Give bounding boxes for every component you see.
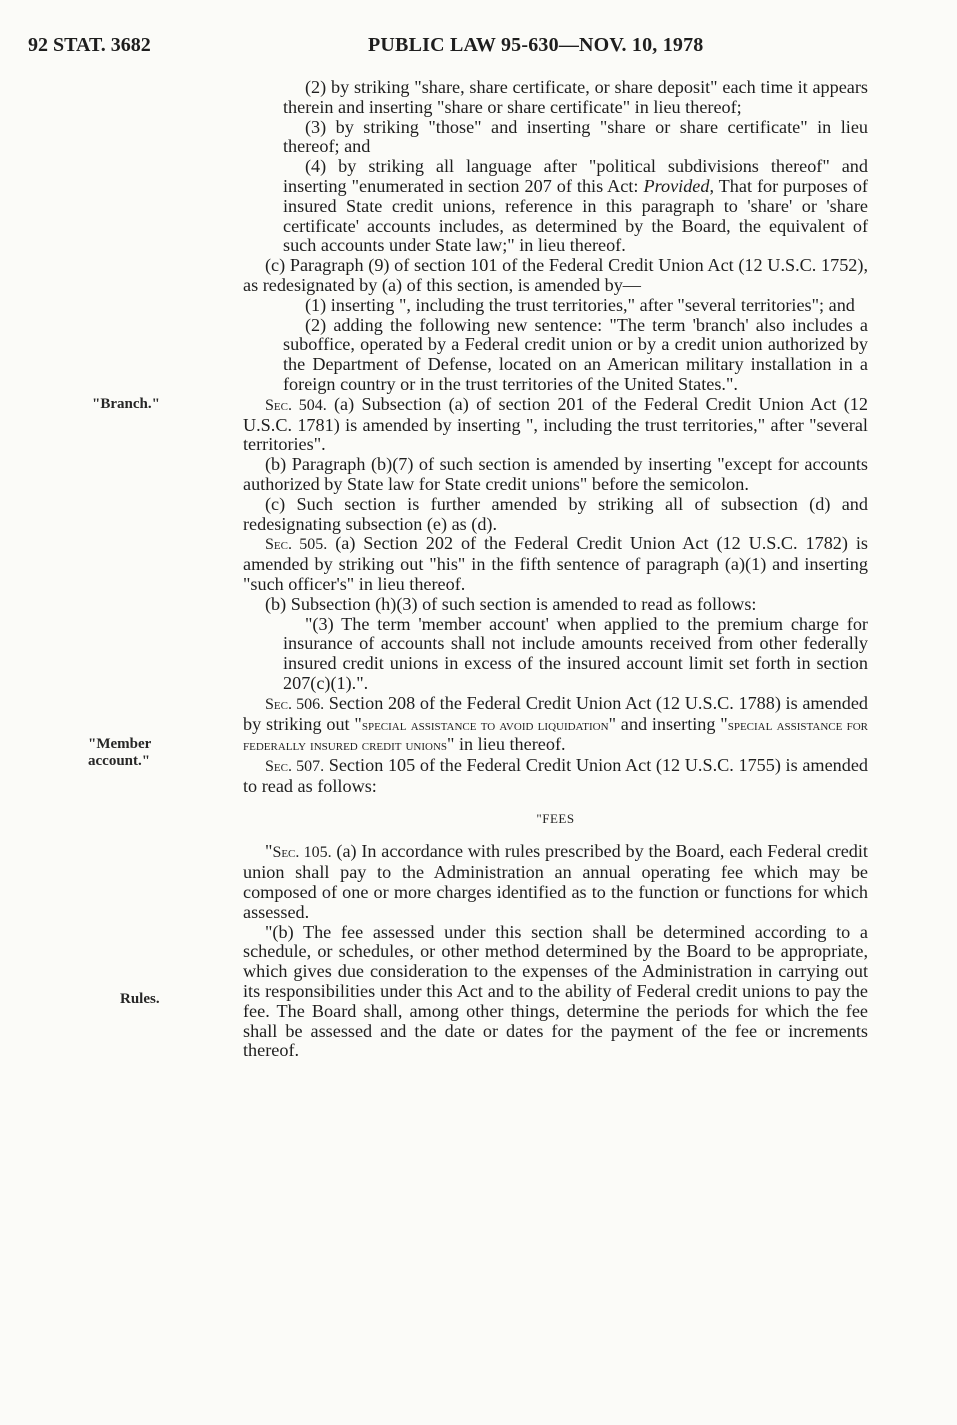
paragraph: (b) Paragraph (b)(7) of such section is amended by inserting "except for accounts authorized by State law for State credit unions" before the semicolon.: [243, 454, 868, 494]
margin-note-rules: Rules.: [120, 991, 160, 1007]
paragraph: [243, 157, 868, 256]
text-run: " in lieu thereof.: [447, 734, 566, 755]
section-number: Sec. 507.: [265, 758, 325, 776]
paragraph: (2) adding the following new sentence: "The term 'branch' also includes a suboffice, operated by a Federal credit union or by a credit union authorized by the Department of Defense, located on an American military installation in a foreign country or in the trust territories of the United States.".: [283, 314, 868, 394]
text-run: Section 208 of the Federal Credit Union Act (12 U.S.C. 1788) is amended by striking out ": [243, 692, 868, 734]
text-run: , That for purposes of insured State credit unions, reference in this paragraph to 'share' or 'share certificate' accounts includes, as determined by the Board, the equivalent of such accounts under State law;" in lieu thereof.: [283, 175, 868, 256]
text-run: (a) Section 202 of the Federal Credit Union Act (12 U.S.C. 1782) is amended by striking out "his" in the fifth sentence of paragraph (a)(1) and inserting "such officer's" in lieu thereof.: [243, 533, 868, 594]
section-number: Sec. 505.: [265, 536, 328, 554]
body-text: [243, 78, 868, 1061]
paragraph: [243, 395, 868, 455]
section-number: Sec. 506.: [265, 695, 325, 713]
paragraph: (1) inserting ", including the trust territories," after "several territories"; and: [305, 294, 855, 315]
paragraph: (c) Such section is further amended by striking all of subsection (d) and redesignating subsection (e) as (d).: [243, 493, 868, 534]
text-run: " and inserting ": [608, 713, 728, 734]
paragraph: [243, 694, 868, 756]
section-heading-fees: "FEES: [536, 810, 575, 826]
proviso-italic: Provided: [643, 175, 710, 196]
paragraph: (b) Subsection (h)(3) of such section is amended to read as follows:: [265, 593, 757, 614]
small-caps-phrase: special assistance to avoid liquidation: [361, 716, 609, 734]
text-run: (a) Subsection (a) of section 201 of the Federal Credit Union Act (12 U.S.C. 1781) is amended by inserting ", including the trust territories," after "several territories".: [243, 393, 868, 455]
paragraph: "(3) The term 'member account' when applied to the premium charge for insurance of accounts shall not include amounts received from other federally insured credit unions in excess of the insured account limit set forth in section 207(c)(1).".: [283, 613, 868, 693]
paragraph: [243, 842, 868, 922]
margin-note-member-account: "Member account.": [88, 736, 152, 769]
section-number: Sec. 105.: [272, 844, 332, 862]
text-run: (4) by striking all language after "political subdivisions thereof" and inserting "enumerated in section 207 of this Act:: [283, 156, 868, 196]
text-run: Section 105 of the Federal Credit Union Act (12 U.S.C. 1755) is amended to read as follows:: [243, 755, 868, 796]
small-caps-phrase: special assistance for federally insured credit unions: [243, 716, 868, 755]
page-header: [28, 34, 927, 62]
paragraph: (c) Paragraph (9) of section 101 of the Federal Credit Union Act (12 U.S.C. 1752), as redesignated by (a) of this section, is amended by—: [243, 255, 868, 295]
text-run: ": [265, 841, 273, 862]
paragraph: "(b) The fee assessed under this section shall be determined according to a schedule, or schedules, or other method determined by the Board to be appropriate, which gives due consideration to the expenses of the Administration in carrying out its responsibilities under this Act and to the ability of Federal credit unions to pay the fee. The Board shall, among other things, determine the periods for which the fee shall be assessed and the date or dates for the payment of the fee or increments thereof.: [243, 921, 868, 1061]
paragraph: [243, 534, 868, 594]
paragraph: (3) by striking "those" and inserting "share or share certificate" in lieu thereof; and: [283, 116, 868, 157]
margin-note-branch: "Branch.": [92, 396, 160, 412]
text-run: (a) In accordance with rules prescribed by the Board, each Federal credit union shall pay to the Administration an annual operating fee which may be composed of one or more charges identified as to the function or functions for which assessed.: [243, 841, 868, 922]
paragraph: [243, 756, 868, 797]
paragraph: (2) by striking "share, share certificate, or share deposit" each time it appears therein and inserting "share or share certificate" in lieu thereof;: [283, 77, 868, 117]
page-reference: 92 STAT. 3682: [28, 34, 151, 56]
section-number: Sec. 504.: [265, 396, 327, 414]
public-law-title: PUBLIC LAW 95-630—NOV. 10, 1978: [368, 34, 704, 56]
